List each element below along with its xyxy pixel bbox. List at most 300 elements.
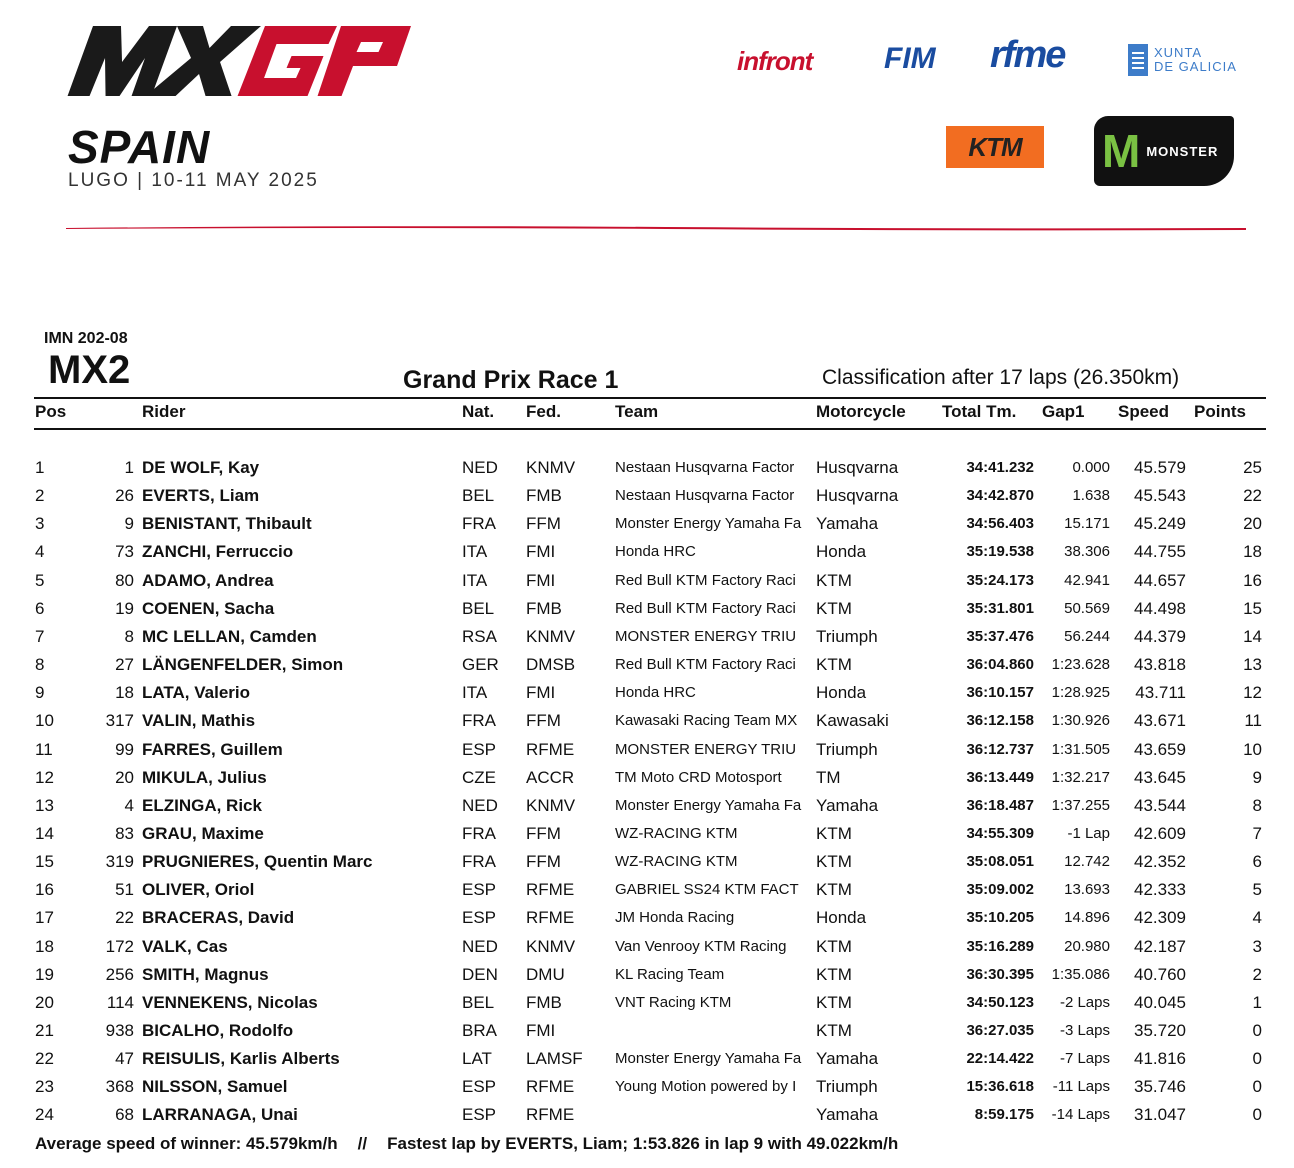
row-rider: BICALHO, Rodolfo — [142, 1021, 294, 1040]
row-gap: 12.742 — [1064, 853, 1110, 870]
row-team: VNT Racing KTM — [615, 994, 732, 1011]
row-team: WZ-RACING KTM — [615, 853, 738, 870]
row-number: 99 — [115, 740, 134, 759]
row-federation: FMB — [526, 599, 562, 618]
table-row — [0, 458, 1294, 486]
col-header-rider: Rider — [142, 402, 186, 421]
row-number: 68 — [115, 1105, 134, 1124]
row-nationality: BEL — [462, 599, 495, 618]
row-number: 368 — [105, 1077, 134, 1096]
table-row — [0, 1105, 1294, 1133]
row-team: MONSTER ENERGY TRIU — [615, 741, 797, 758]
row-rider: ELZINGA, Rick — [142, 796, 262, 815]
row-motorcycle: Triumph — [816, 627, 878, 646]
row-points: 10 — [1243, 740, 1262, 759]
fim-logo: FIM — [884, 42, 936, 75]
row-number: 938 — [105, 1021, 134, 1040]
row-team: JM Honda Racing — [615, 909, 735, 926]
row-points: 11 — [1244, 711, 1262, 730]
row-gap: 38.306 — [1064, 543, 1110, 560]
row-number: 47 — [115, 1049, 134, 1068]
row-speed: 44.498 — [1134, 599, 1186, 618]
row-team: MONSTER ENERGY TRIU — [615, 628, 797, 645]
row-gap: 1:31.505 — [1051, 741, 1110, 758]
row-motorcycle: KTM — [816, 993, 852, 1012]
row-total-time: 36:18.487 — [966, 797, 1034, 814]
row-total-time: 34:41.232 — [966, 459, 1034, 476]
row-points: 0 — [1252, 1021, 1262, 1040]
row-nationality: DEN — [462, 965, 498, 984]
row-gap: -11 Laps — [1052, 1078, 1110, 1095]
row-motorcycle: KTM — [816, 1021, 852, 1040]
row-federation: FMI — [526, 542, 556, 561]
row-nationality: ESP — [462, 740, 497, 759]
row-nationality: ESP — [462, 1105, 497, 1124]
row-number: 19 — [115, 599, 134, 618]
row-team: Red Bull KTM Factory Raci — [615, 656, 796, 673]
infront-logo: infront — [737, 46, 813, 76]
row-speed: 43.544 — [1134, 796, 1186, 815]
row-nationality: FRA — [462, 824, 496, 843]
row-federation: FFM — [526, 711, 561, 730]
row-federation: RFME — [526, 740, 575, 759]
row-team: Monster Energy Yamaha Fa — [615, 515, 802, 532]
row-speed: 42.309 — [1134, 908, 1186, 927]
table-row — [0, 1021, 1294, 1049]
row-federation: FMB — [526, 993, 562, 1012]
row-speed: 42.352 — [1134, 852, 1186, 871]
row-gap: -7 Laps — [1059, 1050, 1110, 1067]
row-number: 20 — [115, 768, 134, 787]
row-speed: 35.720 — [1134, 1021, 1186, 1040]
rfme-logo: rfme — [990, 34, 1065, 76]
fastest-lap: Fastest lap by EVERTS, Liam; 1:53.826 in lap 9 with 49.022km/h — [387, 1134, 899, 1153]
row-motorcycle: Honda — [816, 683, 867, 702]
row-points: 5 — [1252, 880, 1262, 899]
row-federation: KNMV — [526, 627, 576, 646]
row-team: Kawasaki Racing Team MX — [615, 712, 798, 729]
header-divider-bottom — [34, 428, 1266, 430]
row-rider: FARRES, Guillem — [142, 740, 283, 759]
row-number: 22 — [115, 908, 134, 927]
row-number: 80 — [115, 571, 134, 590]
row-speed: 43.671 — [1134, 711, 1186, 730]
row-position: 4 — [35, 542, 45, 561]
row-rider: REISULIS, Karlis Alberts — [142, 1049, 340, 1068]
table-row — [0, 965, 1294, 993]
col-header-total-time: Total Tm. — [942, 402, 1017, 421]
col-header-nat: Nat. — [462, 402, 495, 421]
classification-title: Classification after 17 laps (26.350km) — [822, 366, 1180, 389]
row-nationality: ITA — [462, 683, 488, 702]
row-speed: 45.579 — [1134, 458, 1186, 477]
row-federation: DMU — [526, 965, 565, 984]
row-speed: 43.645 — [1134, 768, 1186, 787]
row-position: 6 — [35, 599, 45, 618]
row-motorcycle: Yamaha — [816, 1049, 879, 1068]
row-total-time: 34:55.309 — [966, 825, 1034, 842]
row-points: 0 — [1252, 1077, 1262, 1096]
row-team: Young Motion powered by I — [615, 1078, 797, 1095]
row-points: 9 — [1252, 768, 1262, 787]
row-points: 16 — [1243, 571, 1262, 590]
row-number: 26 — [115, 486, 134, 505]
row-speed: 45.249 — [1134, 514, 1186, 533]
row-team: Honda HRC — [615, 543, 696, 560]
row-gap: 1:30.926 — [1051, 712, 1110, 729]
row-total-time: 35:31.801 — [966, 600, 1034, 617]
xunta-logo — [1128, 44, 1237, 76]
row-speed: 44.755 — [1134, 542, 1186, 561]
table-row — [0, 937, 1294, 965]
row-points: 18 — [1243, 542, 1262, 561]
row-motorcycle: KTM — [816, 937, 852, 956]
row-position: 11 — [35, 740, 53, 759]
header-divider-top — [34, 397, 1266, 399]
row-position: 8 — [35, 655, 45, 674]
row-gap: 42.941 — [1064, 572, 1110, 589]
row-gap: 1.638 — [1072, 487, 1110, 504]
row-rider: VALIN, Mathis — [142, 711, 256, 730]
row-motorcycle: KTM — [816, 824, 852, 843]
row-gap: 1:28.925 — [1051, 684, 1110, 701]
row-nationality: GER — [462, 655, 499, 674]
table-row — [0, 993, 1294, 1021]
row-federation: FFM — [526, 852, 561, 871]
row-position: 19 — [35, 965, 54, 984]
row-points: 8 — [1252, 796, 1262, 815]
row-team: KL Racing Team — [615, 966, 725, 983]
row-team: WZ-RACING KTM — [615, 825, 738, 842]
row-points: 14 — [1243, 627, 1262, 646]
row-gap: 15.171 — [1064, 515, 1110, 532]
row-motorcycle: Husqvarna — [816, 486, 899, 505]
winner-average-speed: Average speed of winner: 45.579km/h — [35, 1134, 338, 1153]
event-location-date: LUGO | 10-11 MAY 2025 — [68, 170, 319, 191]
row-points: 3 — [1252, 937, 1262, 956]
row-nationality: ITA — [462, 571, 488, 590]
row-total-time: 36:30.395 — [966, 966, 1034, 983]
row-motorcycle: Honda — [816, 908, 867, 927]
row-position: 5 — [35, 571, 45, 590]
row-nationality: ESP — [462, 880, 497, 899]
row-gap: 1:37.255 — [1051, 797, 1110, 814]
row-nationality: ITA — [462, 542, 488, 561]
table-row — [0, 711, 1294, 739]
table-row — [0, 599, 1294, 627]
row-number: 18 — [115, 683, 134, 702]
table-row — [0, 571, 1294, 599]
row-rider: BRACERAS, David — [142, 908, 295, 927]
row-federation: DMSB — [526, 655, 576, 674]
row-position: 15 — [35, 852, 54, 871]
row-total-time: 22:14.422 — [966, 1050, 1034, 1067]
table-row — [0, 908, 1294, 936]
ktm-logo: KTM — [946, 126, 1044, 168]
monster-logo — [1094, 116, 1234, 186]
row-number: 114 — [106, 993, 134, 1012]
row-points: 20 — [1243, 514, 1262, 533]
row-speed: 45.543 — [1134, 486, 1186, 505]
row-position: 20 — [35, 993, 54, 1012]
row-speed: 42.187 — [1134, 937, 1186, 956]
row-gap: 0.000 — [1072, 459, 1110, 476]
xunta-line1: XUNTA — [1154, 45, 1203, 60]
row-speed: 42.609 — [1134, 824, 1186, 843]
row-points: 12 — [1243, 683, 1262, 702]
row-total-time: 36:12.737 — [966, 741, 1034, 758]
row-position: 21 — [35, 1021, 54, 1040]
row-rider: GRAU, Maxime — [142, 824, 264, 843]
row-speed: 43.659 — [1134, 740, 1186, 759]
row-position: 10 — [35, 711, 54, 730]
row-nationality: NED — [462, 796, 498, 815]
row-rider: MIKULA, Julius — [142, 768, 267, 787]
row-team: Nestaan Husqvarna Factor — [615, 487, 795, 504]
row-nationality: ESP — [462, 908, 497, 927]
row-position: 17 — [35, 908, 54, 927]
row-nationality: CZE — [462, 768, 496, 787]
row-points: 4 — [1252, 908, 1262, 927]
row-motorcycle: KTM — [816, 880, 852, 899]
row-rider: BENISTANT, Thibault — [142, 514, 312, 533]
row-position: 22 — [35, 1049, 54, 1068]
monster-claw-icon: M — [1102, 125, 1141, 177]
row-federation: RFME — [526, 880, 575, 899]
col-header-motorcycle: Motorcycle — [816, 402, 906, 421]
row-nationality: RSA — [462, 627, 497, 646]
row-motorcycle: KTM — [816, 599, 852, 618]
row-federation: RFME — [526, 1105, 575, 1124]
row-motorcycle: Yamaha — [816, 796, 879, 815]
row-total-time: 15:36.618 — [966, 1078, 1034, 1095]
row-position: 7 — [35, 627, 45, 646]
row-number: 317 — [105, 711, 134, 730]
row-motorcycle: KTM — [816, 852, 852, 871]
row-motorcycle: KTM — [816, 965, 852, 984]
row-gap: 50.569 — [1064, 600, 1110, 617]
row-rider: ZANCHI, Ferruccio — [142, 542, 294, 561]
row-motorcycle: Yamaha — [816, 514, 879, 533]
row-federation: FFM — [526, 514, 561, 533]
row-motorcycle: Husqvarna — [816, 458, 899, 477]
row-federation: FFM — [526, 824, 561, 843]
row-nationality: FRA — [462, 514, 496, 533]
table-row — [0, 852, 1294, 880]
row-total-time: 35:37.476 — [966, 628, 1034, 645]
row-federation: FMI — [526, 1021, 556, 1040]
row-number: 73 — [115, 542, 134, 561]
col-header-speed: Speed — [1118, 402, 1170, 421]
row-gap: 1:32.217 — [1051, 769, 1110, 786]
row-gap: 1:35.086 — [1051, 966, 1110, 983]
row-points: 6 — [1252, 852, 1262, 871]
table-row — [0, 1049, 1294, 1077]
row-federation: RFME — [526, 908, 575, 927]
row-number: 319 — [105, 852, 134, 871]
row-team: Nestaan Husqvarna Factor — [615, 459, 795, 476]
table-row — [0, 542, 1294, 570]
row-speed: 35.746 — [1134, 1077, 1186, 1096]
row-nationality: ESP — [462, 1077, 497, 1096]
row-rider: ADAMO, Andrea — [142, 571, 274, 590]
row-federation: KNMV — [526, 937, 576, 956]
row-points: 15 — [1243, 599, 1262, 618]
row-speed: 40.045 — [1134, 993, 1186, 1012]
row-number: 256 — [105, 965, 134, 984]
row-total-time: 36:13.449 — [966, 769, 1034, 786]
row-rider: LÄNGENFELDER, Simon — [142, 655, 344, 674]
row-speed: 43.711 — [1135, 683, 1186, 702]
row-motorcycle: Triumph — [816, 1077, 878, 1096]
row-motorcycle: TM — [816, 768, 841, 787]
table-row — [0, 627, 1294, 655]
row-position: 9 — [35, 683, 45, 702]
row-federation: FMI — [526, 683, 556, 702]
row-motorcycle: KTM — [816, 571, 852, 590]
row-total-time: 8:59.175 — [974, 1106, 1034, 1123]
row-total-time: 34:56.403 — [966, 515, 1034, 532]
row-team: Honda HRC — [615, 684, 696, 701]
table-row — [0, 796, 1294, 824]
row-nationality: NED — [462, 937, 498, 956]
table-row — [0, 824, 1294, 852]
table-row — [0, 768, 1294, 796]
row-rider: LATA, Valerio — [142, 683, 251, 702]
row-number: 172 — [105, 937, 134, 956]
row-motorcycle: KTM — [816, 655, 852, 674]
row-rider: VENNEKENS, Nicolas — [142, 993, 318, 1012]
row-number: 51 — [115, 880, 134, 899]
row-total-time: 35:24.173 — [966, 572, 1034, 589]
row-number: 83 — [115, 824, 134, 843]
row-total-time: 36:27.035 — [966, 1022, 1034, 1039]
header-brush-rule — [66, 224, 1246, 232]
col-header-points: Points — [1194, 402, 1246, 421]
table-row — [0, 880, 1294, 908]
row-position: 2 — [35, 486, 45, 505]
table-row — [0, 486, 1294, 514]
row-motorcycle: Honda — [816, 542, 867, 561]
col-header-gap: Gap1 — [1042, 402, 1085, 421]
row-points: 25 — [1243, 458, 1262, 477]
row-gap: 13.693 — [1064, 881, 1110, 898]
xunta-shield-icon — [1128, 44, 1148, 76]
row-points: 0 — [1252, 1049, 1262, 1068]
row-speed: 42.333 — [1134, 880, 1186, 899]
row-federation: ACCR — [526, 768, 575, 787]
row-speed: 41.816 — [1134, 1049, 1186, 1068]
row-federation: KNMV — [526, 458, 576, 477]
row-rider: SMITH, Magnus — [142, 965, 269, 984]
row-position: 13 — [35, 796, 54, 815]
row-total-time: 35:09.002 — [966, 881, 1034, 898]
row-points: 0 — [1252, 1105, 1262, 1124]
row-number: 8 — [124, 627, 134, 646]
row-rider: EVERTS, Liam — [142, 486, 260, 505]
row-rider: MC LELLAN, Camden — [142, 627, 317, 646]
row-motorcycle: Yamaha — [816, 1105, 879, 1124]
row-rider: PRUGNIERES, Quentin Marc — [142, 852, 373, 871]
row-position: 16 — [35, 880, 54, 899]
col-header-team: Team — [615, 402, 659, 421]
row-total-time: 35:10.205 — [966, 909, 1034, 926]
row-gap: 20.980 — [1064, 938, 1110, 955]
row-points: 22 — [1243, 486, 1262, 505]
row-speed: 44.657 — [1134, 571, 1186, 590]
row-total-time: 35:16.289 — [966, 938, 1034, 955]
row-gap: -1 Lap — [1067, 825, 1110, 842]
row-number: 1 — [124, 458, 134, 477]
col-header-pos: Pos — [35, 402, 67, 421]
row-position: 23 — [35, 1077, 54, 1096]
col-header-fed: Fed. — [526, 402, 561, 421]
row-speed: 40.760 — [1134, 965, 1186, 984]
row-gap: 1:23.628 — [1051, 656, 1110, 673]
row-total-time: 35:08.051 — [966, 853, 1034, 870]
row-total-time: 34:50.123 — [966, 994, 1034, 1011]
row-rider: NILSSON, Samuel — [142, 1077, 288, 1096]
row-federation: KNMV — [526, 796, 576, 815]
row-gap: 14.896 — [1064, 909, 1110, 926]
event-country: SPAIN — [68, 121, 211, 173]
row-nationality: NED — [462, 458, 498, 477]
row-federation: FMB — [526, 486, 562, 505]
mxgp-logo — [66, 22, 412, 98]
row-points: 2 — [1252, 965, 1262, 984]
row-gap: -3 Laps — [1059, 1022, 1110, 1039]
row-team: TM Moto CRD Motosport — [615, 769, 782, 786]
row-number: 9 — [124, 514, 134, 533]
race-title: Grand Prix Race 1 — [403, 366, 619, 394]
row-gap: -14 Laps — [1051, 1106, 1110, 1123]
row-position: 1 — [35, 458, 45, 477]
row-points: 1 — [1252, 993, 1262, 1012]
row-speed: 44.379 — [1134, 627, 1186, 646]
row-team: Red Bull KTM Factory Raci — [615, 572, 796, 589]
row-rider: OLIVER, Oriol — [142, 880, 255, 899]
row-rider: DE WOLF, Kay — [142, 458, 260, 477]
row-total-time: 34:42.870 — [966, 487, 1034, 504]
row-motorcycle: Triumph — [816, 740, 878, 759]
row-total-time: 36:12.158 — [966, 712, 1034, 729]
row-number: 4 — [124, 796, 134, 815]
row-nationality: BRA — [462, 1021, 497, 1040]
row-federation: RFME — [526, 1077, 575, 1096]
table-row — [0, 1077, 1294, 1105]
row-rider: LARRANAGA, Unai — [142, 1105, 298, 1124]
row-team: Monster Energy Yamaha Fa — [615, 797, 802, 814]
row-federation: FMI — [526, 571, 556, 590]
row-team: GABRIEL SS24 KTM FACT — [615, 881, 799, 898]
table-row — [0, 514, 1294, 542]
table-row — [0, 740, 1294, 768]
row-gap: -2 Laps — [1059, 994, 1110, 1011]
class-name: MX2 — [48, 348, 131, 392]
race-footer — [35, 1134, 898, 1154]
row-position: 3 — [35, 514, 45, 533]
row-team: Monster Energy Yamaha Fa — [615, 1050, 802, 1067]
row-position: 12 — [35, 768, 54, 787]
row-speed: 43.818 — [1134, 655, 1186, 674]
row-nationality: FRA — [462, 711, 496, 730]
row-team: Van Venrooy KTM Racing — [615, 938, 787, 955]
row-nationality: BEL — [462, 993, 495, 1012]
row-nationality: BEL — [462, 486, 495, 505]
row-points: 13 — [1243, 655, 1262, 674]
xunta-line2: DE GALICIA — [1154, 59, 1237, 74]
row-nationality: LAT — [462, 1049, 492, 1068]
